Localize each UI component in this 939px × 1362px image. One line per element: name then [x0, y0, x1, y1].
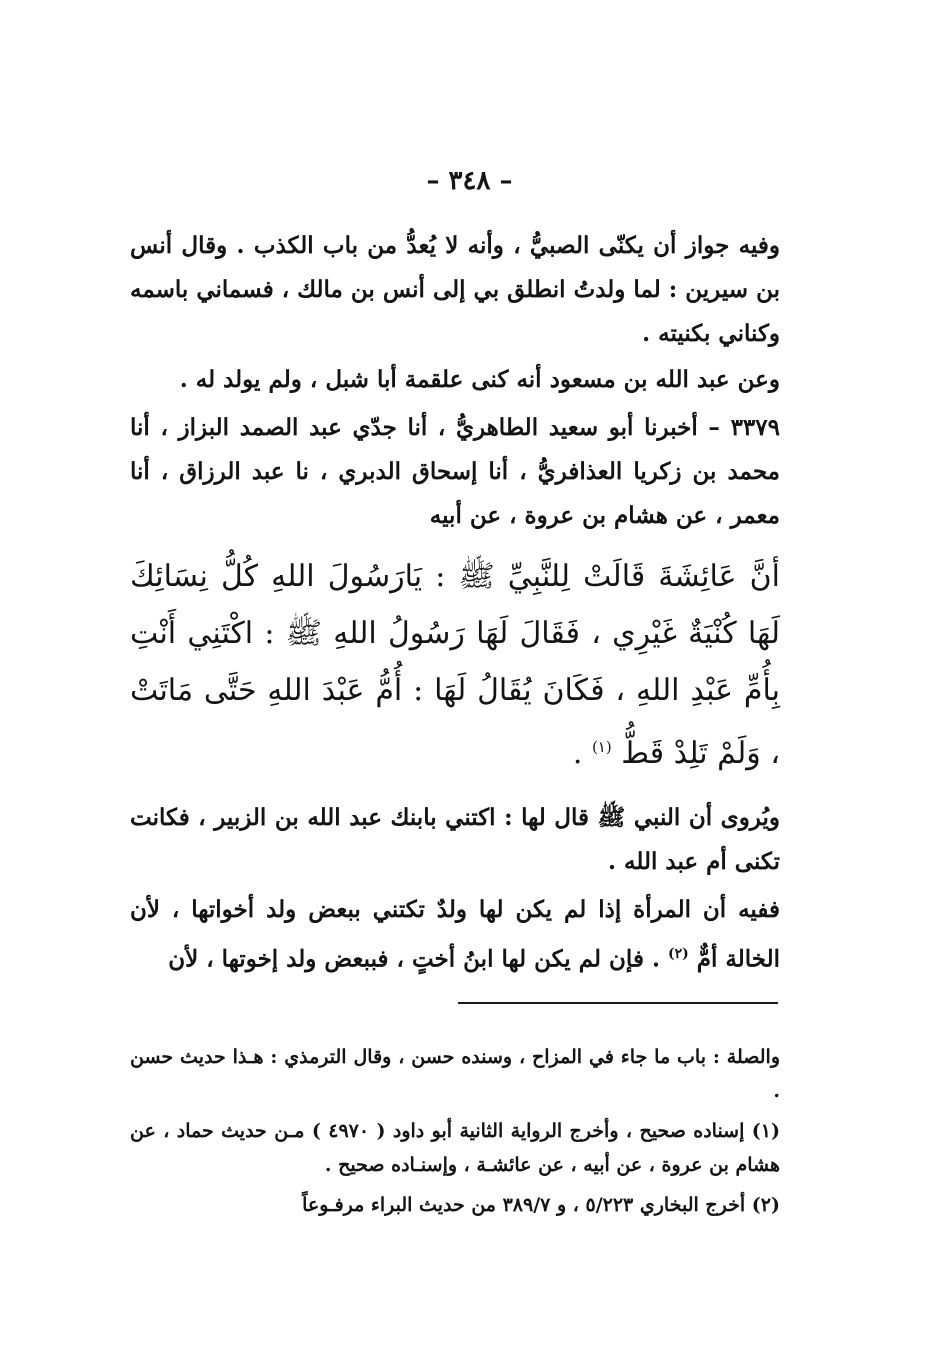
hadith-chain-3379: ٣٣٧٩ – أخبرنا أبو سعيد الطاهريُّ ، أنا جدّي عبد الصمد البزاز ، أنا محمد بن زكريا العذافريُّ ، أنا إسحاق الدبري ، نا عبد الرزاق ، أنا معمر ، عن هشام بن عروة ، عن أبيه: [130, 414, 780, 529]
hadith-end-dot: .: [572, 736, 583, 771]
paragraph-kunya-child: وفيه جواز أن يكنّى الصبيُّ ، وأنه لا يُعدُّ من باب الكذب . وقال أنس بن سيرين : لما ولدتُ انطلق بي إلى أنس بن مالك ، فسماني باسمه وكناني بكنيته .: [130, 232, 780, 347]
footnote-1: (١) إسناده صحيح ، وأخرج الرواية الثانية أبو داود ( ٤٩٧٠ ) مـن حديث حماد ، عن هشام بن عروة ، عن أبيه ، عن عائشـة ، وإسنـاده صحيح .: [130, 1120, 780, 1176]
hadith-body: أنَّ عَائِشَةَ قَالَتْ لِلنَّبِيِّ ﷺ : يَارَسُولَ اللهِ كُلُّ نِسَائِكَ لَهَا كُنْيَةٌ غَيْرِي ، فَقَالَ لَهَا رَسُولُ اللهِ ﷺ : اكْتَنِي أَنْتِ بِأُمِّ عَبْدِ اللهِ ، فَكَانَ يُقَالُ لَهَا : أُمُّ عَبْدَ اللهِ حَتَّى مَاتَتْ ، وَلَمْ تَلِدْ قَطُّ: [130, 559, 780, 771]
footnotes: [130, 1040, 780, 1228]
footnote-ref-2: (٢): [667, 946, 689, 962]
paragraph-aunt-kunya-start: ففيه أن المرأة إذا لم يكن لها ولدٌ تكتني ببعض ولد أخواتها ، لأن الخالة أمٌّ: [130, 896, 780, 973]
footnote-2: (٢) أخرج البخاري ٥/٢٢٣ ، و ٣٨٩/٧ من حديث البراء مرفـوعاً: [302, 1194, 780, 1216]
footnote-continued: والصلة : باب ما جاء في المزاح ، وسنده حسن ، وقال الترمذي : هـذا حديث حسن .: [130, 1046, 780, 1102]
paragraph-aunt-kunya: [130, 888, 780, 982]
paragraph-ibn-zubair: ويُروى أن النبي ﷺ قال لها : اكتني بابنك عبد الله بن الزبير ، فكانت تكنى أم عبد الله .: [130, 804, 780, 875]
footnote-separator: [458, 1002, 778, 1004]
hadith-text: [130, 548, 780, 782]
page-number: – ٣٤٨ –: [426, 166, 513, 196]
paragraph-ibn-masud: وعن عبد الله بن مسعود أنه كنى علقمة أبا شبل ، ولم يولد له .: [179, 366, 780, 393]
footnote-ref-1: (١): [591, 738, 612, 756]
paragraph-aunt-kunya-end: . فإن لم يكن لها ابنُ أختٍ ، فببعض ولد إخوتها ، لأن: [168, 945, 660, 973]
